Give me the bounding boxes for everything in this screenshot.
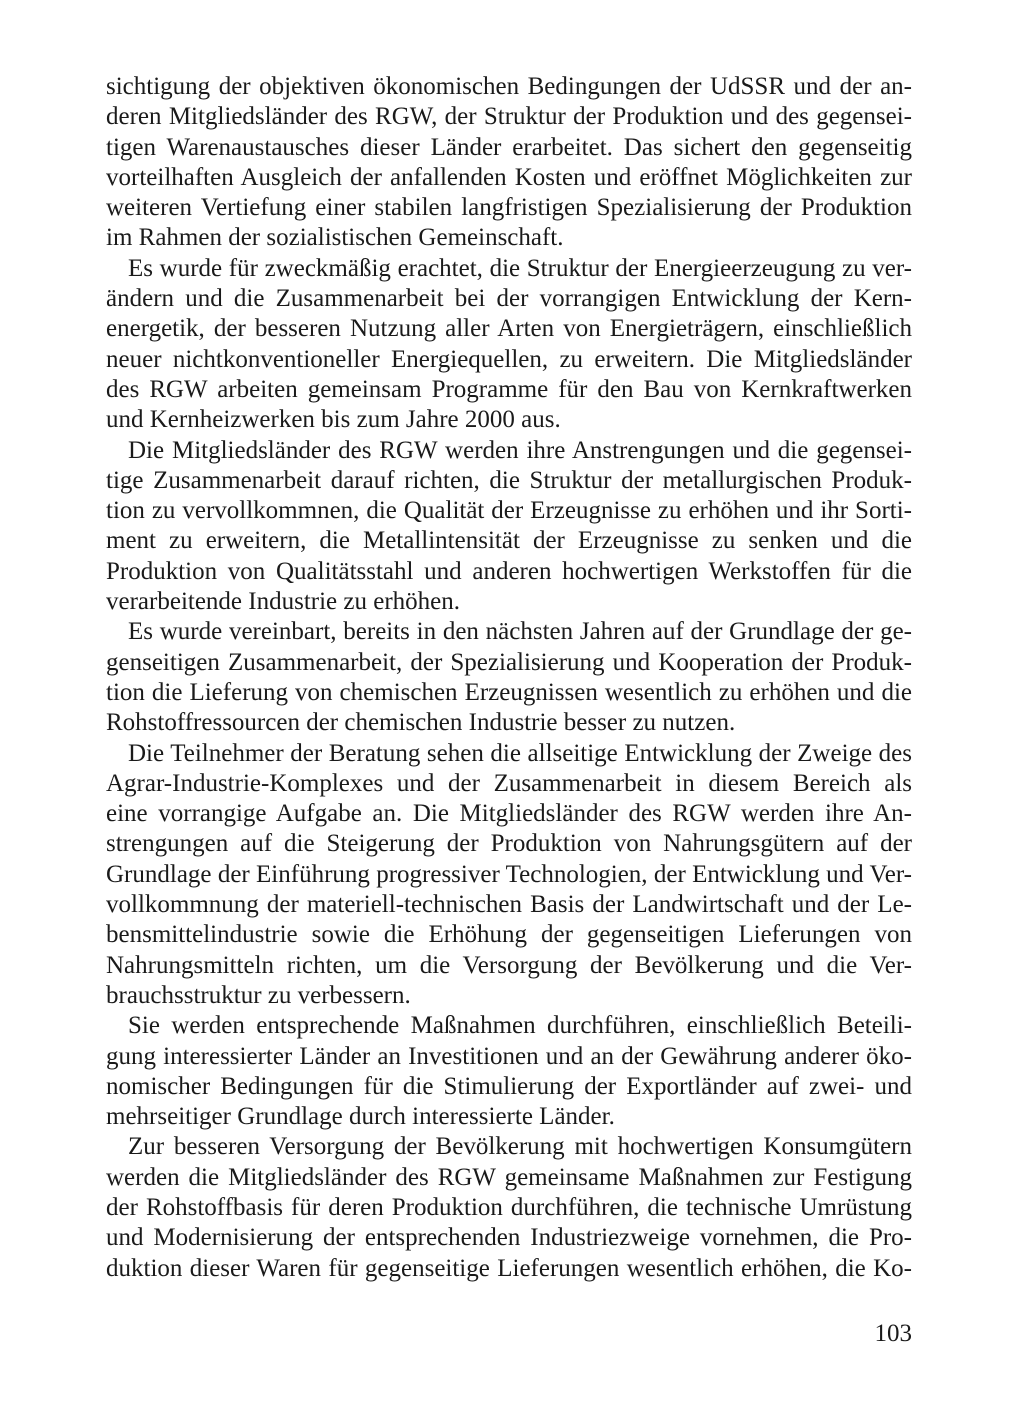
text-line: vorteilhaften Ausgleich der anfallenden Kosten und eröffnet Möglichkeiten zur — [106, 163, 912, 191]
text-line: strengungen auf die Steigerung der Produktion von Nahrungsgütern auf der — [106, 830, 912, 858]
text-line: Die Mitgliedsländer des RGW werden ihre Anstrengungen und die gegensei- — [128, 436, 912, 464]
text-line: mehrseitiger Grundlage durch interessierte Länder. — [106, 1103, 615, 1131]
text-line: bensmittelindustrie sowie die Erhöhung der gegenseitigen Lieferungen von — [106, 921, 912, 949]
paragraph — [106, 1011, 912, 1132]
paragraph — [106, 254, 912, 436]
text-line: Nahrungsmitteln richten, um die Versorgung der Bevölkerung und die Ver- — [106, 951, 912, 979]
text-line: des RGW arbeiten gemeinsam Programme für den Bau von Kernkraftwerken — [106, 375, 912, 403]
text-line: neuer nichtkonventioneller Energiequellen, zu erweitern. Die Mitgliedsländer — [106, 345, 912, 373]
page-number: 103 — [874, 1320, 912, 1347]
text-line: der Rohstoffbasis für deren Produktion durchführen, die technische Umrüstung — [106, 1193, 912, 1221]
text-line: Sie werden entsprechende Maßnahmen durchführen, einschließlich Beteili- — [128, 1012, 912, 1040]
text-line: verarbeitende Industrie zu erhöhen. — [106, 588, 461, 616]
text-line: und Kernheizwerken bis zum Jahre 2000 aus. — [106, 406, 561, 434]
text-line: ment zu erweitern, die Metallintensität der Erzeugnisse zu senken und die — [106, 527, 912, 555]
text-line: gung interessierter Länder an Investitionen und an der Gewährung anderer öko- — [106, 1042, 912, 1070]
text-line: tigen Warenaustausches dieser Länder erarbeitet. Das sichert den gegenseitig — [106, 133, 912, 161]
text-line: sichtigung der objektiven ökonomischen Bedingungen der UdSSR und der an- — [106, 73, 912, 100]
text-line: werden die Mitgliedsländer des RGW gemeinsame Maßnahmen zur Festigung — [106, 1163, 912, 1191]
text-line: Zur besseren Versorgung der Bevölkerung mit hochwertigen Konsumgütern — [128, 1133, 912, 1161]
text-line: energetik, der besseren Nutzung aller Arten von Energieträgern, einschließlich — [106, 315, 912, 343]
text-line: deren Mitgliedsländer des RGW, der Struktur der Produktion und des gegensei- — [106, 103, 912, 131]
paragraph — [106, 436, 912, 618]
text-line: nomischer Bedingungen für die Stimulierung der Exportländer auf zwei- und — [106, 1072, 912, 1100]
text-line: Rohstoffressourcen der chemischen Industrie besser zu nutzen. — [106, 709, 736, 737]
text-line: vollkommnung der materiell-technischen Basis der Landwirtschaft und der Le- — [106, 891, 912, 919]
text-line: brauchsstruktur zu verbessern. — [106, 981, 411, 1009]
text-line: Grundlage der Einführung progressiver Technologien, der Entwicklung und Ver- — [106, 860, 912, 888]
text-line: tion die Lieferung von chemischen Erzeugnissen wesentlich zu erhöhen und die — [106, 678, 912, 706]
text-line: duktion dieser Waren für gegenseitige Lieferungen wesentlich erhöhen, die Ko- — [106, 1254, 912, 1282]
paragraph — [106, 72, 912, 254]
paragraph — [106, 1132, 912, 1283]
text-line: Es wurde vereinbart, bereits in den nächsten Jahren auf der Grundlage der ge- — [128, 618, 912, 646]
text-line: im Rahmen der sozialistischen Gemeinschaft. — [106, 224, 564, 252]
paragraph — [106, 739, 912, 1012]
text-line: Die Teilnehmer der Beratung sehen die allseitige Entwicklung der Zweige des — [128, 739, 912, 767]
body-text — [106, 72, 912, 1284]
text-line: weiteren Vertiefung einer stabilen langfristigen Spezialisierung der Produktion — [106, 194, 912, 222]
text-line: Agrar-Industrie-Komplexes und der Zusammenarbeit in diesem Bereich als — [106, 769, 912, 797]
text-line: Produktion von Qualitätsstahl und anderen hochwertigen Werkstoffen für die — [106, 557, 912, 585]
text-line: und Modernisierung der entsprechenden Industriezweige vornehmen, die Pro- — [106, 1224, 912, 1252]
text-line: eine vorrangige Aufgabe an. Die Mitgliedsländer des RGW werden ihre An- — [106, 800, 912, 828]
paragraph — [106, 617, 912, 738]
text-line: ändern und die Zusammenarbeit bei der vorrangigen Entwicklung der Kern- — [106, 285, 912, 313]
text-line: tion zu vervollkommnen, die Qualität der Erzeugnisse zu erhöhen und ihr Sorti- — [106, 497, 912, 525]
text-line: genseitigen Zusammenarbeit, der Spezialisierung und Kooperation der Produk- — [106, 648, 912, 676]
text-line: Es wurde für zweckmäßig erachtet, die Struktur der Energieerzeugung zu ver- — [128, 254, 912, 282]
text-line: tige Zusammenarbeit darauf richten, die Struktur der metallurgischen Produk- — [106, 466, 912, 494]
